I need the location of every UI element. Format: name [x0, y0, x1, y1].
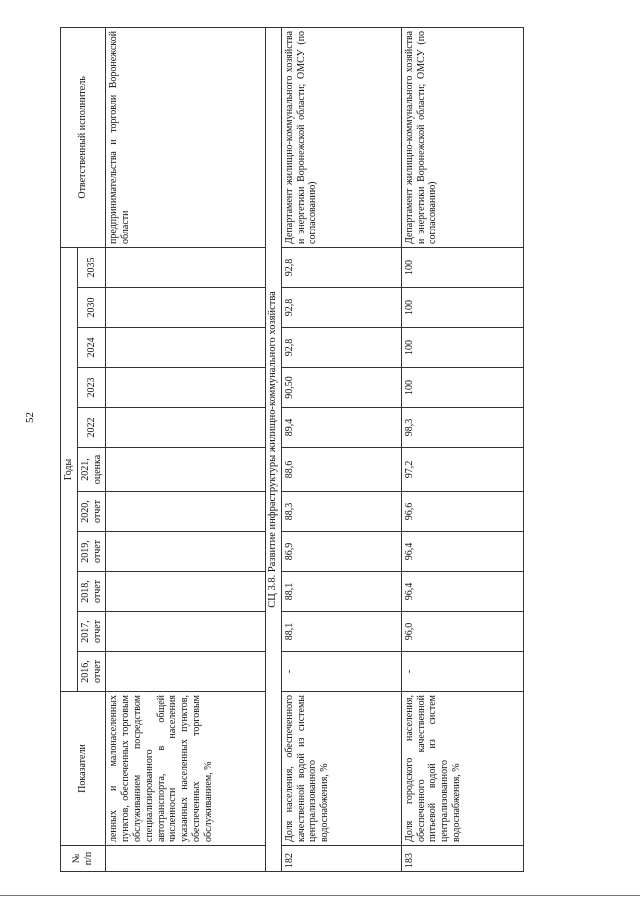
cell-empty [106, 612, 266, 652]
header-year: 2022 [77, 408, 106, 448]
cell-value: 100 [401, 247, 523, 287]
cell-value: - [281, 652, 401, 692]
cell-empty [106, 532, 266, 572]
cell-indicator: Доля населения, обеспеченного качественной водой из системы централизованного водоснабжения, % [281, 692, 401, 846]
header-num: № п/п [61, 846, 106, 872]
header-year: 2017, отчет [77, 612, 106, 652]
cell-value: 88,6 [281, 448, 401, 492]
header-indicator: Показатели [61, 692, 106, 846]
section-row [266, 27, 281, 871]
header-row-1 [61, 27, 78, 871]
header-year: 2035 [77, 247, 106, 287]
cell-num: 182 [281, 846, 401, 872]
cell-value: 96,0 [401, 612, 523, 652]
cell-value: 92,8 [281, 328, 401, 368]
section-title: СЦ 3.8. Развитие инфраструктуры жилищно-коммунального хозяйства [266, 27, 281, 871]
cell-value: 88,1 [281, 612, 401, 652]
cell-value: 100 [401, 288, 523, 328]
cell-executor: предпринимательства и торговли Воронежской области [106, 27, 266, 247]
cell-value: 92,8 [281, 288, 401, 328]
cell-value: 96,4 [401, 572, 523, 612]
cell-empty [106, 368, 266, 408]
cell-executor: Департамент жилищно-коммунального хозяйства и энергетики Воронежской области; ОМСУ (по согласованию) [401, 27, 523, 247]
header-year: 2023 [77, 368, 106, 408]
scan-edge-line [0, 895, 640, 896]
cell-empty [106, 328, 266, 368]
cell-empty [106, 448, 266, 492]
cell-value: 92,8 [281, 247, 401, 287]
cell-value: 89,4 [281, 408, 401, 448]
header-year: 2020, отчет [77, 492, 106, 532]
cell-executor: Департамент жилищно-коммунального хозяйства и энергетики Воронежской области; ОМСУ (по согласованию) [281, 27, 401, 247]
page-number: 52 [24, 412, 36, 423]
cell-indicator: ленных и малонаселенных пунктов, обеспеченных торговым обслуживанием посредством специализированного автотранспорта, в общей численности населения указанных населенных пунктов, обеспеченных торговым обслуживанием, % [106, 692, 266, 846]
cell-empty [106, 492, 266, 532]
cell-value: 100 [401, 328, 523, 368]
cell-value: 86,9 [281, 532, 401, 572]
cell-value: - [401, 652, 523, 692]
cell-num: 183 [401, 846, 523, 872]
indicators-table [60, 27, 524, 872]
header-year: 2021, оценка [77, 448, 106, 492]
cell-value: 98,3 [401, 408, 523, 448]
rotated-table-container [60, 28, 630, 872]
header-year: 2030 [77, 288, 106, 328]
cell-value: 96,4 [401, 532, 523, 572]
header-year: 2024 [77, 328, 106, 368]
cell-value: 96,6 [401, 492, 523, 532]
header-executor: Ответственный исполнитель [61, 27, 106, 247]
cell-empty [106, 572, 266, 612]
header-year: 2018, отчет [77, 572, 106, 612]
table-row [281, 27, 401, 871]
cell-value: 88,3 [281, 492, 401, 532]
cell-value: 100 [401, 368, 523, 408]
cell-value: 90,50 [281, 368, 401, 408]
cell-indicator: Доля городского населения, обеспеченного качественной питьевой водой из систем централизованного водоснабжения, % [401, 692, 523, 846]
cell-value: 88,1 [281, 572, 401, 612]
cell-empty [106, 288, 266, 328]
cell-empty [106, 408, 266, 448]
cell-value: 97,2 [401, 448, 523, 492]
header-years: Годы [61, 247, 78, 691]
cell-empty [106, 846, 266, 872]
cell-empty [106, 652, 266, 692]
table-row [401, 27, 523, 871]
header-year: 2016, отчет [77, 652, 106, 692]
header-year: 2019, отчет [77, 532, 106, 572]
cell-empty [106, 247, 266, 287]
table-row-continuation [106, 27, 266, 871]
